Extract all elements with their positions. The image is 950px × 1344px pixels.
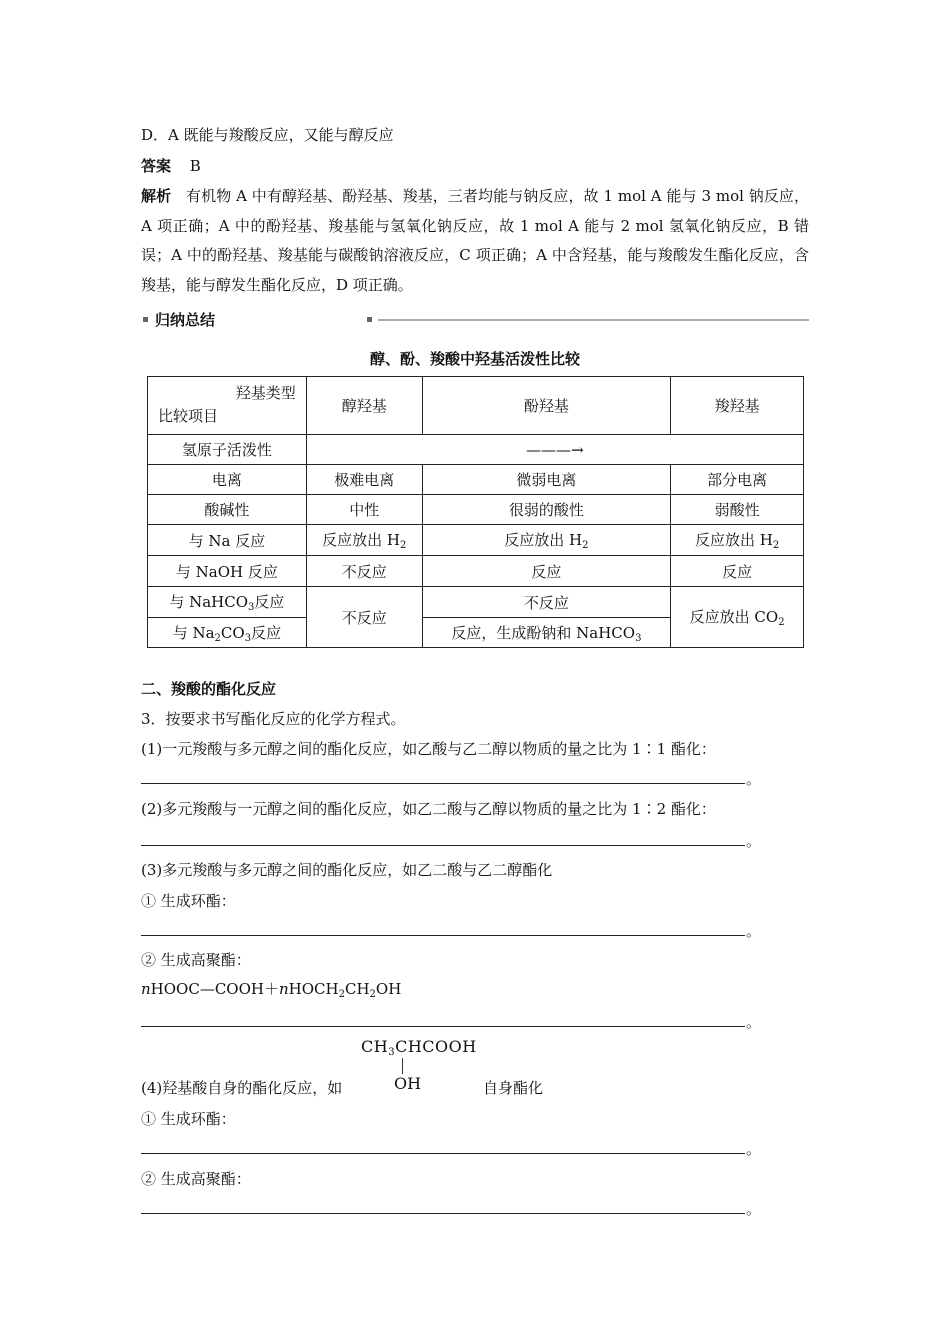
summary-bullet-icon: [143, 317, 148, 322]
period: 。: [746, 770, 762, 788]
header-bottom: 比较项目: [158, 407, 219, 425]
section-heading: 二、羧酸的酯化反应: [141, 680, 277, 698]
period: 。: [746, 1013, 762, 1031]
cell: 中性: [306, 495, 422, 525]
table-title: 醇、酚、羧酸中羟基活泼性比较: [369, 350, 580, 368]
text: 反应放出 H: [504, 531, 583, 549]
analysis-paragraph: [141, 182, 809, 300]
text: 反应放出 H: [322, 531, 400, 549]
cell: [422, 525, 671, 556]
text: HOOC—COOH＋: [150, 980, 279, 998]
text: Na: [208, 531, 231, 550]
answer-blank[interactable]: [141, 845, 745, 846]
text: CHCOOH: [395, 1037, 477, 1056]
subscript: 2: [338, 989, 345, 1000]
polyester-label: ② 生成高聚酯：: [141, 951, 251, 969]
summary-bar: [141, 309, 809, 331]
polyester-equation: [141, 978, 401, 1000]
structural-formula: [361, 1037, 477, 1058]
table-row: [148, 377, 804, 435]
subscript: 2: [582, 540, 589, 551]
subscript: 3: [635, 632, 642, 644]
cell: 极难电离: [306, 465, 422, 495]
activity-arrow: ———→: [306, 435, 803, 465]
analysis-label: 解析: [141, 187, 172, 205]
part-3: (3)多元羧酸与多元醇之间的酯化反应，如乙二酸与乙二醇酯化: [141, 861, 553, 879]
header-top: 羟基类型: [235, 384, 296, 402]
part-4-suffix: 自身酯化: [483, 1079, 544, 1097]
option-d: D．A 既能与羧酸反应，又能与醇反应: [141, 126, 394, 144]
answer-blank[interactable]: [141, 935, 745, 936]
polyester-label-2: ② 生成高聚酯：: [141, 1170, 251, 1188]
table-row: [148, 435, 804, 465]
cell: 反应: [671, 556, 804, 587]
cell: [306, 525, 422, 556]
cell: 不反应: [422, 587, 671, 618]
period: 。: [746, 1200, 762, 1218]
table-row: [148, 465, 804, 495]
cell: 弱酸性: [671, 495, 804, 525]
summary-bullet-icon: [367, 317, 372, 322]
text: CO: [220, 623, 245, 642]
summary-label: 归纳总结: [155, 311, 216, 329]
row-label-na: [148, 525, 307, 556]
row-label-na2co3: [148, 618, 307, 648]
subscript: 3: [248, 602, 255, 613]
part-1: (1)一元羧酸与多元醇之间的酯化反应，如乙酸与乙二醇以物质的量之比为 1∶1 酯化：: [141, 740, 716, 758]
table-row: [148, 525, 804, 556]
answer-line: [141, 155, 201, 176]
cell: [422, 618, 671, 648]
formula-oh: OH: [394, 1074, 422, 1093]
text: 反应，生成酚钠和 NaHCO: [451, 623, 636, 642]
table-row: [148, 556, 804, 587]
col-header-acid: 羧羟基: [671, 377, 804, 435]
text: 反应: [230, 531, 266, 550]
table-row: [148, 587, 804, 618]
text: n: [278, 980, 289, 998]
cell: 反应: [422, 556, 671, 587]
part-4-prefix: (4)羟基酸自身的酯化反应，如: [141, 1079, 343, 1097]
answer-value: B: [189, 157, 201, 175]
text: 与: [188, 531, 209, 550]
text: CH: [361, 1037, 389, 1056]
subscript: 3: [244, 632, 252, 644]
question-3: 3．按要求书写酯化反应的化学方程式。: [141, 710, 406, 728]
subscript: 2: [778, 617, 785, 628]
comparison-table: [147, 376, 804, 648]
answer-blank[interactable]: [141, 783, 745, 784]
answer-blank[interactable]: [141, 1026, 745, 1027]
analysis-text: 有机物 A 中有醇羟基、酚羟基、羧基，三者均能与钠反应，故 1 mol A 能与 3 mol 钠反应，A 项正确；A 中的酚羟基、羧基能与氢氧化钠反应，故 1 mol A 能与 2 mol 氢氧化钠反应，B 错误；A 中的酚羟基、羧基能与碳酸钠溶液反应，C 项正确；A 中含羟基，能与羧酸发生酯化反应，含羧基，能与醇发生酯化反应，D 项正确。: [141, 187, 809, 294]
text: OH: [375, 980, 402, 998]
row-label-activity: 氢原子活泼性: [148, 435, 307, 465]
subscript: 2: [772, 540, 780, 551]
answer-blank[interactable]: [141, 1153, 745, 1154]
col-header-alcohol: 醇羟基: [306, 377, 422, 435]
text: 与 NaHCO: [169, 593, 249, 611]
subscript: 2: [399, 540, 407, 551]
text: 反应: [254, 593, 285, 611]
text: HOCH: [288, 980, 339, 998]
summary-rule: [378, 319, 809, 321]
part-2: (2)多元羧酸与一元醇之间的酯化反应，如乙二酸与乙醇以物质的量之比为 1∶2 酯化：: [141, 800, 716, 818]
ring-ester-label: ① 生成环酯：: [141, 892, 236, 910]
ring-ester-label-2: ① 生成环酯：: [141, 1110, 236, 1128]
text: 反应: [251, 623, 282, 642]
diagonal-header-cell: [148, 377, 307, 435]
period: 。: [746, 832, 762, 850]
subscript: 3: [388, 1047, 396, 1058]
cell: 不反应: [306, 556, 422, 587]
text: 反应放出 H: [694, 531, 773, 549]
cell: 部分电离: [671, 465, 804, 495]
col-header-phenol: 酚羟基: [422, 377, 671, 435]
text: 与 Na: [172, 623, 215, 642]
period: 。: [746, 922, 762, 940]
row-label-acidity: 酸碱性: [148, 495, 307, 525]
subscript: 2: [214, 632, 221, 644]
bond-line: [402, 1058, 403, 1074]
text: 反应放出 CO: [689, 608, 779, 626]
cell: 不反应: [306, 587, 422, 648]
period: 。: [746, 1140, 762, 1158]
cell: [671, 587, 804, 648]
row-label-nahco3: [148, 587, 307, 618]
subscript: 2: [369, 989, 376, 1000]
answer-blank[interactable]: [141, 1213, 745, 1214]
cell: [671, 525, 804, 556]
cell: 很弱的酸性: [422, 495, 671, 525]
row-label-naoh: 与 NaOH 反应: [148, 556, 307, 587]
table-row: [148, 495, 804, 525]
cell: 微弱电离: [422, 465, 671, 495]
text: n: [141, 980, 151, 998]
answer-label: 答案: [141, 157, 172, 175]
text: CH: [344, 980, 370, 998]
row-label-ionization: 电离: [148, 465, 307, 495]
